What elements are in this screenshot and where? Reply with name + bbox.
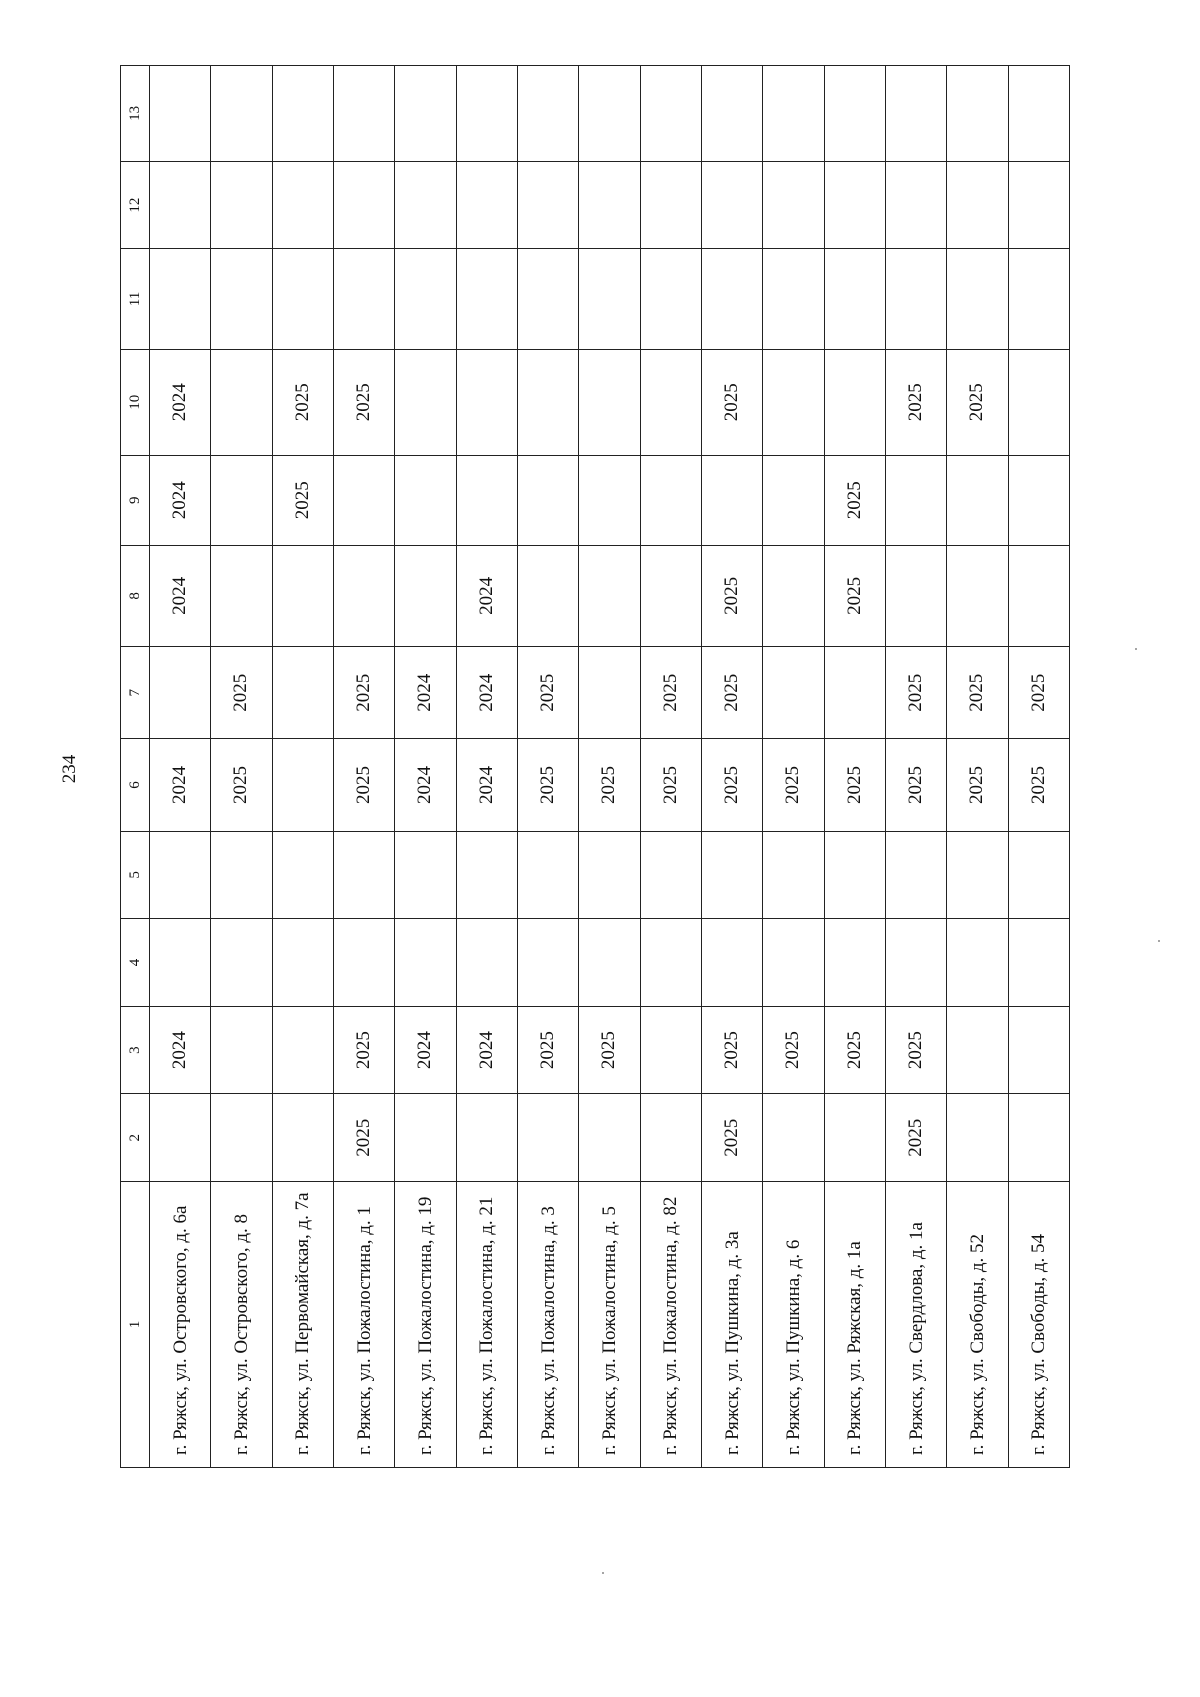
year-cell-col-2 — [150, 1094, 211, 1182]
year-cell-col-12 — [272, 161, 333, 249]
address-cell: г. Ряжск, ул. Пожалостина, д. 19 — [395, 1182, 456, 1468]
schedule-table-container — [120, 65, 1070, 1468]
address-cell: г. Ряжск, ул. Пушкина, д. 3а — [701, 1182, 762, 1468]
year-cell-col-10 — [640, 349, 701, 455]
year-cell-col-11 — [701, 249, 762, 349]
year-cell-col-10 — [763, 349, 824, 455]
year-cell-col-13 — [1008, 66, 1069, 162]
year-cell-col-6: 2024 — [150, 739, 211, 831]
year-cell-col-13 — [885, 66, 946, 162]
year-cell-col-12 — [150, 161, 211, 249]
year-cell-col-9 — [1008, 455, 1069, 545]
year-cell-col-9 — [456, 455, 517, 545]
table-row — [333, 66, 394, 1468]
year-cell-col-10: 2025 — [272, 349, 333, 455]
year-cell-col-5 — [885, 831, 946, 919]
year-cell-col-10 — [1008, 349, 1069, 455]
year-cell-col-7: 2025 — [701, 647, 762, 739]
year-cell-col-2 — [456, 1094, 517, 1182]
year-cell-col-3: 2025 — [824, 1006, 885, 1094]
address-cell: г. Ряжск, ул. Пожалостина, д. 3 — [517, 1182, 578, 1468]
year-cell-col-9 — [579, 455, 640, 545]
table-row — [763, 66, 824, 1468]
column-header-2: 2 — [121, 1094, 150, 1182]
year-cell-col-2 — [1008, 1094, 1069, 1182]
address-cell: г. Ряжск, ул. Первомайская, д. 7а — [272, 1182, 333, 1468]
year-cell-col-6: 2025 — [701, 739, 762, 831]
year-cell-col-4 — [947, 919, 1008, 1007]
year-cell-col-6: 2025 — [824, 739, 885, 831]
year-cell-col-11 — [763, 249, 824, 349]
year-cell-col-13 — [211, 66, 272, 162]
year-cell-col-7: 2025 — [640, 647, 701, 739]
year-cell-col-6: 2025 — [333, 739, 394, 831]
year-cell-col-11 — [211, 249, 272, 349]
year-cell-col-13 — [333, 66, 394, 162]
year-cell-col-7: 2025 — [947, 647, 1008, 739]
year-cell-col-11 — [150, 249, 211, 349]
address-cell: г. Ряжск, ул. Свободы, д. 54 — [1008, 1182, 1069, 1468]
year-cell-col-3 — [211, 1006, 272, 1094]
table-row — [456, 66, 517, 1468]
year-cell-col-9: 2025 — [272, 455, 333, 545]
column-header-10: 10 — [121, 349, 150, 455]
year-cell-col-3 — [640, 1006, 701, 1094]
year-cell-col-10: 2024 — [150, 349, 211, 455]
column-header-12: 12 — [121, 161, 150, 249]
year-cell-col-7: 2025 — [211, 647, 272, 739]
address-cell: г. Ряжск, ул. Пожалостина, д. 5 — [579, 1182, 640, 1468]
year-cell-col-12 — [947, 161, 1008, 249]
year-cell-col-7: 2025 — [1008, 647, 1069, 739]
year-cell-col-2 — [272, 1094, 333, 1182]
year-cell-col-9 — [947, 455, 1008, 545]
column-header-6: 6 — [121, 739, 150, 831]
year-cell-col-9 — [885, 455, 946, 545]
year-cell-col-5 — [640, 831, 701, 919]
year-cell-col-11 — [395, 249, 456, 349]
year-cell-col-10: 2025 — [333, 349, 394, 455]
year-cell-col-11 — [640, 249, 701, 349]
year-cell-col-11 — [517, 249, 578, 349]
year-cell-col-4 — [395, 919, 456, 1007]
year-cell-col-7 — [272, 647, 333, 739]
address-cell: г. Ряжск, ул. Ряжская, д. 1а — [824, 1182, 885, 1468]
year-cell-col-4 — [579, 919, 640, 1007]
year-cell-col-7: 2024 — [456, 647, 517, 739]
address-cell: г. Ряжск, ул. Свободы, д. 52 — [947, 1182, 1008, 1468]
year-cell-col-8: 2024 — [150, 545, 211, 646]
year-cell-col-8: 2024 — [456, 545, 517, 646]
year-cell-col-12 — [517, 161, 578, 249]
header-row — [121, 66, 150, 1468]
year-cell-col-6: 2025 — [947, 739, 1008, 831]
year-cell-col-5 — [701, 831, 762, 919]
year-cell-col-7: 2024 — [395, 647, 456, 739]
table-row — [824, 66, 885, 1468]
year-cell-col-11 — [1008, 249, 1069, 349]
year-cell-col-5 — [517, 831, 578, 919]
year-cell-col-8 — [211, 545, 272, 646]
table-row — [395, 66, 456, 1468]
table-row — [579, 66, 640, 1468]
year-cell-col-7 — [763, 647, 824, 739]
year-cell-col-11 — [333, 249, 394, 349]
year-cell-col-8 — [333, 545, 394, 646]
year-cell-col-11 — [885, 249, 946, 349]
year-cell-col-12 — [333, 161, 394, 249]
year-cell-col-13 — [150, 66, 211, 162]
year-cell-col-3: 2024 — [150, 1006, 211, 1094]
year-cell-col-7: 2025 — [333, 647, 394, 739]
page-number: 234 — [59, 754, 80, 784]
year-cell-col-6 — [272, 739, 333, 831]
year-cell-col-13 — [395, 66, 456, 162]
year-cell-col-3: 2024 — [456, 1006, 517, 1094]
year-cell-col-3: 2025 — [333, 1006, 394, 1094]
year-cell-col-2 — [395, 1094, 456, 1182]
address-cell: г. Ряжск, ул. Пушкина, д. 6 — [763, 1182, 824, 1468]
year-cell-col-5 — [333, 831, 394, 919]
column-header-8: 8 — [121, 545, 150, 646]
year-cell-col-5 — [272, 831, 333, 919]
year-cell-col-13 — [824, 66, 885, 162]
year-cell-col-10 — [579, 349, 640, 455]
year-cell-col-6: 2024 — [456, 739, 517, 831]
year-cell-col-9 — [517, 455, 578, 545]
column-header-3: 3 — [121, 1006, 150, 1094]
scan-speck — [1158, 940, 1160, 942]
year-cell-col-2 — [211, 1094, 272, 1182]
year-cell-col-5 — [1008, 831, 1069, 919]
table-row — [211, 66, 272, 1468]
table-row — [947, 66, 1008, 1468]
table-row — [272, 66, 333, 1468]
year-cell-col-12 — [640, 161, 701, 249]
address-cell: г. Ряжск, ул. Островского, д. 8 — [211, 1182, 272, 1468]
year-cell-col-13 — [947, 66, 1008, 162]
year-cell-col-3: 2025 — [701, 1006, 762, 1094]
column-header-9: 9 — [121, 455, 150, 545]
year-cell-col-5 — [395, 831, 456, 919]
year-cell-col-6: 2025 — [640, 739, 701, 831]
year-cell-col-10 — [395, 349, 456, 455]
year-cell-col-10 — [824, 349, 885, 455]
year-cell-col-10 — [211, 349, 272, 455]
schedule-table — [120, 65, 1070, 1468]
year-cell-col-7 — [824, 647, 885, 739]
year-cell-col-4 — [763, 919, 824, 1007]
year-cell-col-7: 2025 — [885, 647, 946, 739]
table-row — [517, 66, 578, 1468]
table-body — [150, 66, 1070, 1468]
year-cell-col-6: 2025 — [763, 739, 824, 831]
year-cell-col-11 — [579, 249, 640, 349]
table-row — [640, 66, 701, 1468]
address-cell: г. Ряжск, ул. Островского, д. 6а — [150, 1182, 211, 1468]
year-cell-col-12 — [456, 161, 517, 249]
year-cell-col-12 — [885, 161, 946, 249]
year-cell-col-2: 2025 — [885, 1094, 946, 1182]
table-row — [1008, 66, 1069, 1468]
address-cell: г. Ряжск, ул. Пожалостина, д. 82 — [640, 1182, 701, 1468]
year-cell-col-4 — [150, 919, 211, 1007]
year-cell-col-5 — [763, 831, 824, 919]
table-row — [150, 66, 211, 1468]
year-cell-col-2 — [579, 1094, 640, 1182]
year-cell-col-8: 2025 — [824, 545, 885, 646]
address-cell: г. Ряжск, ул. Пожалостина, д. 21 — [456, 1182, 517, 1468]
column-header-11: 11 — [121, 249, 150, 349]
year-cell-col-4 — [517, 919, 578, 1007]
year-cell-col-6: 2025 — [211, 739, 272, 831]
scan-speck — [1135, 648, 1137, 650]
year-cell-col-8 — [763, 545, 824, 646]
column-header-4: 4 — [121, 919, 150, 1007]
column-header-1: 1 — [121, 1182, 150, 1468]
year-cell-col-8 — [395, 545, 456, 646]
year-cell-col-3 — [272, 1006, 333, 1094]
year-cell-col-2: 2025 — [701, 1094, 762, 1182]
table-row — [885, 66, 946, 1468]
scan-speck — [602, 1572, 604, 1574]
year-cell-col-13 — [701, 66, 762, 162]
year-cell-col-12 — [211, 161, 272, 249]
year-cell-col-5 — [456, 831, 517, 919]
year-cell-col-3 — [1008, 1006, 1069, 1094]
year-cell-col-8 — [517, 545, 578, 646]
year-cell-col-7 — [579, 647, 640, 739]
column-header-7: 7 — [121, 647, 150, 739]
year-cell-col-6: 2025 — [885, 739, 946, 831]
column-header-13: 13 — [121, 66, 150, 162]
column-header-5: 5 — [121, 831, 150, 919]
year-cell-col-5 — [579, 831, 640, 919]
year-cell-col-6: 2025 — [1008, 739, 1069, 831]
year-cell-col-8 — [579, 545, 640, 646]
year-cell-col-5 — [947, 831, 1008, 919]
year-cell-col-13 — [640, 66, 701, 162]
address-cell: г. Ряжск, ул. Свердлова, д. 1а — [885, 1182, 946, 1468]
year-cell-col-8 — [947, 545, 1008, 646]
rotated-table-frame — [120, 65, 1070, 1468]
year-cell-col-2 — [517, 1094, 578, 1182]
year-cell-col-9 — [701, 455, 762, 545]
year-cell-col-6: 2024 — [395, 739, 456, 831]
year-cell-col-11 — [824, 249, 885, 349]
year-cell-col-4 — [885, 919, 946, 1007]
year-cell-col-4 — [640, 919, 701, 1007]
table-row — [701, 66, 762, 1468]
year-cell-col-3: 2025 — [517, 1006, 578, 1094]
year-cell-col-6: 2025 — [517, 739, 578, 831]
year-cell-col-5 — [824, 831, 885, 919]
year-cell-col-10 — [456, 349, 517, 455]
year-cell-col-12 — [579, 161, 640, 249]
year-cell-col-13 — [763, 66, 824, 162]
year-cell-col-2 — [947, 1094, 1008, 1182]
year-cell-col-12 — [763, 161, 824, 249]
year-cell-col-3: 2025 — [579, 1006, 640, 1094]
year-cell-col-12 — [824, 161, 885, 249]
year-cell-col-13 — [579, 66, 640, 162]
year-cell-col-3: 2025 — [763, 1006, 824, 1094]
year-cell-col-9 — [763, 455, 824, 545]
year-cell-col-8 — [640, 545, 701, 646]
year-cell-col-5 — [150, 831, 211, 919]
year-cell-col-5 — [211, 831, 272, 919]
year-cell-col-8 — [885, 545, 946, 646]
year-cell-col-10: 2025 — [701, 349, 762, 455]
year-cell-col-2 — [640, 1094, 701, 1182]
year-cell-col-13 — [517, 66, 578, 162]
year-cell-col-7: 2025 — [517, 647, 578, 739]
year-cell-col-3 — [947, 1006, 1008, 1094]
year-cell-col-9 — [211, 455, 272, 545]
year-cell-col-4 — [701, 919, 762, 1007]
year-cell-col-9 — [395, 455, 456, 545]
year-cell-col-13 — [456, 66, 517, 162]
year-cell-col-4 — [272, 919, 333, 1007]
year-cell-col-12 — [701, 161, 762, 249]
year-cell-col-9: 2024 — [150, 455, 211, 545]
year-cell-col-11 — [456, 249, 517, 349]
address-cell: г. Ряжск, ул. Пожалостина, д. 1 — [333, 1182, 394, 1468]
year-cell-col-10: 2025 — [947, 349, 1008, 455]
year-cell-col-10 — [517, 349, 578, 455]
year-cell-col-12 — [395, 161, 456, 249]
year-cell-col-3: 2025 — [885, 1006, 946, 1094]
year-cell-col-10: 2025 — [885, 349, 946, 455]
year-cell-col-6: 2025 — [579, 739, 640, 831]
year-cell-col-9 — [640, 455, 701, 545]
year-cell-col-4 — [211, 919, 272, 1007]
year-cell-col-9 — [333, 455, 394, 545]
year-cell-col-2 — [763, 1094, 824, 1182]
year-cell-col-11 — [272, 249, 333, 349]
year-cell-col-11 — [947, 249, 1008, 349]
year-cell-col-4 — [456, 919, 517, 1007]
year-cell-col-12 — [1008, 161, 1069, 249]
year-cell-col-4 — [1008, 919, 1069, 1007]
year-cell-col-4 — [333, 919, 394, 1007]
year-cell-col-13 — [272, 66, 333, 162]
year-cell-col-7 — [150, 647, 211, 739]
year-cell-col-8 — [1008, 545, 1069, 646]
year-cell-col-2: 2025 — [333, 1094, 394, 1182]
year-cell-col-4 — [824, 919, 885, 1007]
year-cell-col-2 — [824, 1094, 885, 1182]
year-cell-col-8 — [272, 545, 333, 646]
year-cell-col-8: 2025 — [701, 545, 762, 646]
year-cell-col-3: 2024 — [395, 1006, 456, 1094]
year-cell-col-9: 2025 — [824, 455, 885, 545]
